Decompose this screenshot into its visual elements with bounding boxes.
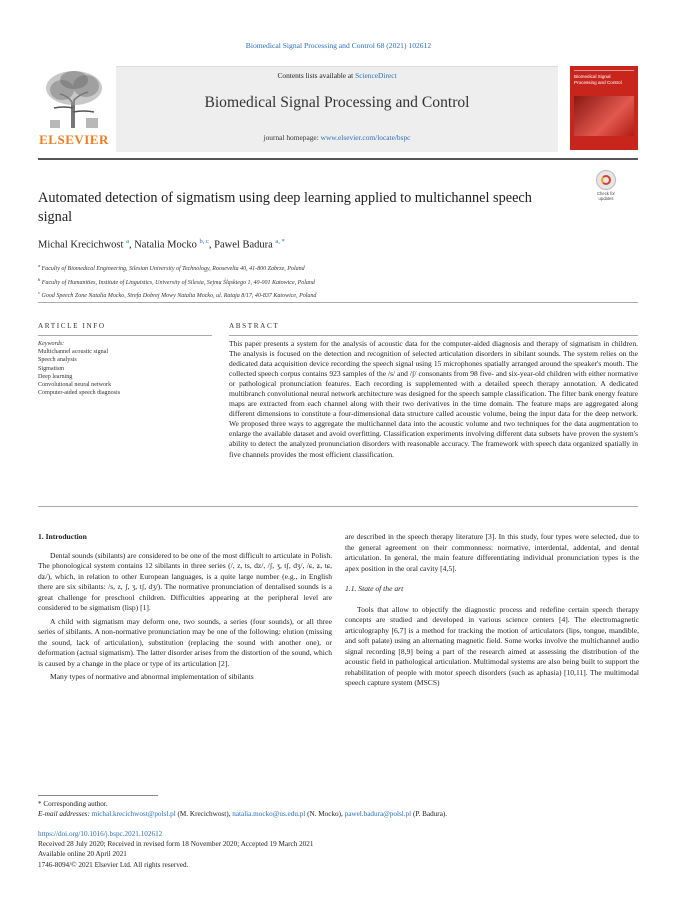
available-online-date: Available online 20 April 2021 — [38, 850, 127, 859]
email-label: E-mail addresses: — [38, 810, 90, 819]
journal-homepage-link[interactable]: www.elsevier.com/locate/bspc — [320, 133, 411, 142]
author-separator: , — [128, 239, 135, 251]
check-updates-icon — [596, 170, 616, 190]
check-updates-label: Check for updates — [597, 191, 615, 201]
keyword-item: Convolutional neural network — [38, 382, 112, 389]
keyword-item: Multichannel acoustic signal — [38, 349, 109, 356]
corresponding-author-note: * Corresponding author. — [38, 800, 108, 808]
body-paragraph: Many types of normative and abnormal implementation of sibilants — [50, 672, 254, 681]
author-name[interactable]: Michal Krecichwost — [38, 239, 124, 251]
author-name[interactable]: Pawel Badura — [214, 239, 273, 251]
author-affiliation-marker[interactable]: a — [126, 238, 129, 245]
affiliation-list — [38, 261, 638, 302]
affiliation-item — [38, 275, 638, 289]
article-info-divider — [38, 335, 212, 336]
body-paragraph: Dental sounds (sibilants) are considered to be one of the most difficult to articulate in Polish. The phonological system contains 12 sibilants in three series (/, z, ts, dz/, /ʃ, ʒ, tʃ, dʒ/, /ɕ, ʑ, tɕ, dʑ/), which, in relation to other European languages, is a quite large number (e.g., in English there are six sibilants: /s, z, ʃ, ʒ, tʃ, dʒ/). The normative pronunciation of dentalised sounds is a great challenge for preschool children. Difficulties appearing at the peripheral level are considered to be sigmatism (lisp) [1]. — [38, 550, 332, 612]
keywords-block — [38, 340, 212, 397]
affiliation-item — [38, 288, 638, 302]
journal-header-band — [116, 66, 558, 152]
cover-title: Biomedical Signal Processing and Control — [574, 74, 622, 85]
body-paragraph: are described in the speech therapy literature [3]. In this study, four types were selected, due to the general agreement on their commonness: normative, interdental, addental, and dental articulation. In general, the main feature differentiating individual pronunciation types is the apex position in the oral cavity [4,5]. — [345, 532, 639, 573]
footnote-divider — [38, 795, 158, 796]
abstract-heading: ABSTRACT — [229, 322, 280, 330]
author-separator: , — [208, 239, 215, 251]
abstract-divider — [229, 335, 638, 336]
affiliation-text: Good Speech Zone Natalia Mocko, Strefa Dobrej Mowy Natalia Mocko, ul. Rataja 8/17, 40-837 Katowice, Poland — [41, 293, 317, 300]
affiliation-marker: c — [38, 290, 41, 296]
body-paragraph: Tools that allow to objectify the diagnostic process and redefine certain speech therapy concepts are studied and developed in various science centers [4]. The electromagnetic articulography [6,7] is a method for tracking the motion of articulators (lips, tongue, mandible, and soft palate) using an alternating magnetic field. Some works involve the multichannel audio signal recording [8,9] being a part of the research aimed at assessing the distribution of the acoustic field in pathological articulation. Multimodal systems are also being built to support the rehabilitation of people with motor speech disorders (such as aphasia) [10,11]. The multimodal speech capture system (MSCS) — [345, 604, 639, 687]
author-affiliation-marker[interactable]: b, c — [199, 238, 209, 245]
abstract-end-divider — [38, 506, 638, 507]
email-owner: (M. Krecichwost), — [177, 810, 231, 819]
email-addresses-line — [38, 809, 638, 819]
keyword-item: Computer-aided speech diagnosis — [38, 390, 121, 397]
copyright-notice: 1746-8094/© 2021 Elsevier Ltd. All rights reserved. — [38, 860, 189, 869]
footnotes — [38, 799, 638, 820]
contents-line — [116, 71, 558, 80]
journal-masthead — [38, 66, 638, 154]
elsevier-wordmark: ELSEVIER — [39, 132, 109, 147]
journal-citation[interactable]: Biomedical Signal Processing and Control 68 (2021) 102612 — [245, 41, 432, 50]
keyword-item: Speech analysis — [38, 357, 77, 364]
publication-info — [38, 829, 638, 870]
affiliation-text: Faculty of Humanities, Institute of Linguistics, University of Silesia, Sejmu Śląskiego 1, 40-001 Katowice, Poland — [41, 279, 315, 286]
cover-divider — [574, 70, 634, 71]
sciencedirect-link[interactable]: ScienceDirect — [355, 71, 397, 80]
email-owner: (N. Mocko), — [307, 810, 343, 819]
affiliation-divider — [38, 302, 638, 303]
author-affiliation-marker[interactable]: a, * — [275, 238, 285, 245]
doi-link[interactable]: https://doi.org/10.1016/j.bspc.2021.102612 — [38, 830, 163, 838]
contents-prefix: Contents lists available at — [277, 71, 354, 80]
check-for-updates-badge[interactable] — [591, 170, 621, 204]
introduction-heading: 1. Introduction — [38, 532, 87, 541]
body-column-left — [38, 532, 332, 686]
body-column-right — [345, 532, 639, 692]
body-paragraph: A child with sigmatism may deform one, two sounds, a series (four sounds), or all three series of sibilants. A non-normative pronunciation may be one of the following: elution (missing the sound, lack of articulation), substitution (replacing the sound with another one), or deformation (actual sigmatism). The latter disorder arises from the distortion of the sound, which is caused by a change in the place or type of its articulation [2]. — [38, 616, 332, 668]
affiliation-item — [38, 261, 638, 275]
article-title: Automated detection of sigmatism using deep learning applied to multichannel speech signal — [38, 190, 532, 225]
author-name[interactable]: Natalia Mocko — [134, 239, 197, 251]
masthead-divider — [38, 158, 638, 160]
email-link[interactable]: natalia.mocko@us.edu.pl — [232, 810, 306, 819]
affiliation-marker: a — [38, 263, 41, 268]
elsevier-tree-icon — [42, 68, 106, 130]
email-link[interactable]: michal.krecichwost@polsl.pl — [91, 810, 176, 819]
affiliation-marker: b — [38, 276, 41, 282]
keyword-item: Deep learning — [38, 373, 73, 380]
keyword-item: Sigmatism — [38, 365, 65, 372]
cover-image — [574, 96, 634, 136]
email-owner: (P. Badura). — [412, 810, 448, 819]
journal-homepage-line — [116, 133, 558, 142]
homepage-prefix: journal homepage: — [263, 133, 319, 142]
state-of-the-art-heading: 1.1. State of the art — [345, 584, 404, 593]
keywords-label: Keywords: — [38, 341, 65, 347]
abstract-text: This paper presents a system for the analysis of acoustic data for the computer-aided diagnosis and therapy of sigmatism in children. The analysis is focused on the detection and recognition of selected articulation disorders in sibilant sounds. The system relies on the dedicated data acquisition device recording the speech signal using 15 microphones spatially arranged around the speaker's mouth. The collected speech corpus contains 923 samples of the /s/ and /ʃ/ consonants from 98 five- and six-year-old children with either normative or pathological pronunciation features. Each recording is supplemented with a detailed speech therapy annotation. A dedicated multibranch convolutional neural network architecture was designed for the speech sample classification. The filter bank energy feature maps are extracted from each channel along with their two derivatives in the time domain. The feature maps are aggregated along different dimensions to constitute a four-dimensional data structure called acoustic volume, being the input data for the deep network. We proposed three ways to aggregate the multichannel data into the acoustic volume and two techniques for the data augmentation to enlarge the available dataset and avoid overfitting. Classification experiments involving different data subsets have proven the system's ability to detect the analyzed pronunciation disorders with reasonable accuracy. The framework with speech data organized spatially in five channels provides the most efficient classification. — [229, 339, 638, 459]
received-dates: Received 28 July 2020; Received in revised form 18 November 2020; Accepted 19 March 2021 — [38, 840, 314, 849]
journal-title: Biomedical Signal Processing and Control — [204, 94, 470, 111]
author-list — [38, 238, 638, 251]
affiliation-text: Faculty of Biomedical Engineering, Silesian University of Technology, Roosevelta 40, 41-800 Zabrze, Poland — [41, 266, 305, 272]
journal-cover-thumbnail[interactable] — [570, 66, 638, 150]
elsevier-logo[interactable] — [38, 66, 110, 152]
article-info-heading: ARTICLE INFO — [38, 322, 106, 330]
email-link[interactable]: pawel.badura@polsl.pl — [344, 810, 412, 819]
